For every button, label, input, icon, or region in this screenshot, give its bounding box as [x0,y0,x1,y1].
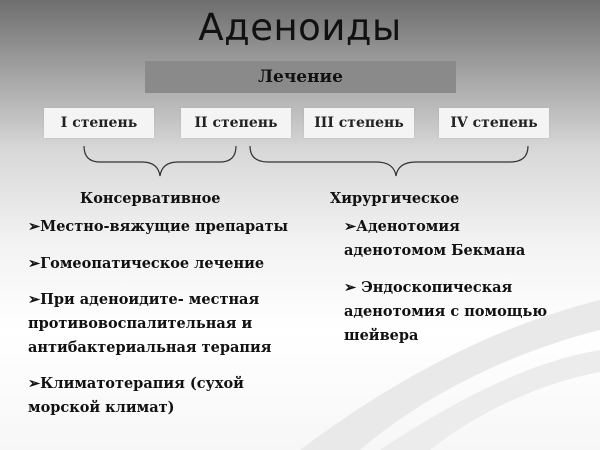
slide-title: Аденоиды [198,6,402,49]
item-line: аденотомия с помощью [344,303,548,320]
treatment-banner: Лечение [145,61,456,93]
conservative-item-4 [28,372,244,420]
bullet-arrow-icon: ➢ [28,218,41,235]
bullet-arrow-icon: ➢ [344,279,357,296]
bullet-arrow-icon: ➢ [28,255,41,272]
bullet-arrow-icon: ➢ [344,218,357,235]
item-line: Гомеопатическое лечение [40,255,265,272]
surgical-heading: Хирургическое [330,190,460,207]
item-line: антибактериальная терапия [28,339,272,356]
bullet-arrow-icon: ➢ [28,375,41,392]
item-line: морской климат) [28,399,175,416]
surgical-item-2 [344,276,547,348]
stage-4-box: IV степень [439,108,549,138]
item-line: При аденоидите- местная [40,291,260,308]
conservative-heading: Консервативное [80,190,221,207]
conservative-item-2 [28,252,264,276]
item-line: противовоспалительная и [28,315,253,332]
item-line: Климатотерапия (сухой [40,375,244,392]
item-line: шейвера [344,327,419,344]
stage-2-box: II степень [181,108,291,138]
bullet-arrow-icon: ➢ [28,291,41,308]
item-line: Местно-вяжущие препараты [40,218,289,235]
conservative-item-3 [28,288,271,360]
stage-1-box: I степень [44,108,154,138]
conservative-item-1 [28,215,288,239]
item-line: Аденотомия [356,218,460,235]
item-line: аденотомом Бекмана [344,242,526,259]
surgical-item-1 [344,215,525,263]
item-line: Эндоскопическая [356,279,513,296]
stage-3-box: III степень [304,108,414,138]
